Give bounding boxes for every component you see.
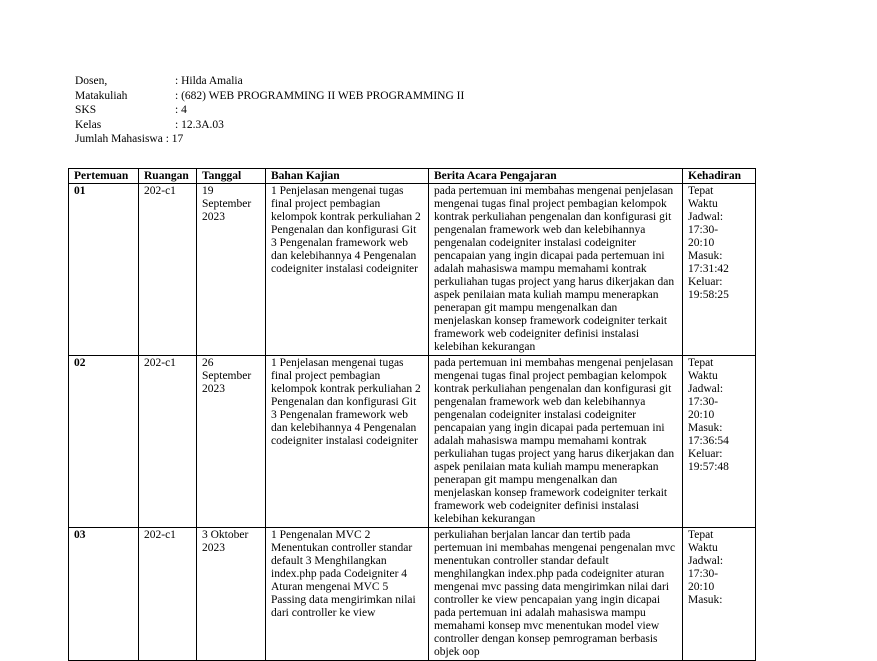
course-info bbox=[75, 74, 464, 147]
cell-pertemuan: 01 bbox=[69, 184, 139, 356]
jumlah-value: : 17 bbox=[165, 133, 184, 146]
cell-bahan-kajian: 1 Penjelasan mengenai tugas final project pembagian kelompok kontrak perkuliahan 2 Pengenalan dan konfigurasi Git 3 Pengenalan framework web dan kelebihannya 4 Pengenalan codeigniter instalasi codeigniter bbox=[266, 184, 429, 356]
cell-ruangan: 202-c1 bbox=[139, 356, 197, 528]
header-kehadiran: Kehadiran bbox=[683, 169, 756, 184]
header-berita-acara: Berita Acara Pengajaran bbox=[429, 169, 683, 184]
matakuliah-value: : (682) WEB PROGRAMMING II WEB PROGRAMMING II bbox=[175, 89, 465, 102]
kehadiran-line: 17:36:54 bbox=[688, 435, 729, 447]
cell-bahan-kajian: 1 Pengenalan MVC 2 Menentukan controller standar default 3 Menghilangkan index.php pada Codeigniter 4 Aturan mengenai MVC 5 Passing data mengirimkan nilai dari controller ke view bbox=[266, 528, 429, 661]
kehadiran-line: 17:30- bbox=[688, 224, 719, 236]
jumlah-label: Jumlah Mahasiswa bbox=[75, 133, 163, 146]
kehadiran-line: Waktu bbox=[688, 542, 718, 554]
table-row bbox=[69, 528, 756, 661]
cell-bahan-kajian: 1 Penjelasan mengenai tugas final project pembagian kelompok kontrak perkuliahan 2 Pengenalan dan konfigurasi Git 3 Pengenalan framework web dan kelebihannya 4 Pengenalan codeigniter instalasi codeigniter bbox=[266, 356, 429, 528]
dosen-label: Dosen, bbox=[75, 75, 108, 87]
kehadiran-line: 19:57:48 bbox=[688, 461, 729, 473]
table-header-row bbox=[69, 169, 756, 184]
kehadiran-line: 20:10 bbox=[688, 237, 715, 249]
kehadiran-line: 17:30- bbox=[688, 396, 719, 408]
header-bahan-kajian: Bahan Kajian bbox=[266, 169, 429, 184]
attendance-table bbox=[68, 168, 756, 661]
kehadiran-line: Jadwal: bbox=[688, 383, 724, 395]
sks-label: SKS bbox=[75, 104, 97, 117]
info-row-jumlah bbox=[75, 132, 464, 147]
cell-tanggal: 19 September 2023 bbox=[197, 184, 266, 356]
sks-value: : 4 bbox=[175, 104, 187, 117]
header-tanggal: Tanggal bbox=[197, 169, 266, 184]
cell-tanggal: 26 September 2023 bbox=[197, 356, 266, 528]
kehadiran-line: Jadwal: bbox=[688, 211, 724, 223]
kehadiran-line: 17:30- bbox=[688, 568, 719, 580]
cell-berita-acara: pada pertemuan ini membahas mengenai penjelasan mengenai tugas final project pembagian kelompok kontrak perkuliahan pengenalan dan konfigurasi git pengenalan framework web dan kelebihannya pengenalan codeigniter instalasi codeigniter pencapaian yang ingin dicapai pada pertemuan ini adalah mahasiswa mampu memahami kontrak perkuliahan tugas project yang harus dikerjakan dan aspek penilaian mata kuliah mampu menerapkan penerapan git mampu mengenalkan dan menjelaskan konsep framework codeigniter terkait framework web codeigniter definisi instalasi kelebihan kekurangan bbox=[429, 184, 683, 356]
header-ruangan: Ruangan bbox=[139, 169, 197, 184]
kehadiran-line: 19:58:25 bbox=[688, 289, 729, 301]
kehadiran-line: Tepat bbox=[688, 529, 714, 541]
matakuliah-label: Matakuliah bbox=[75, 89, 128, 102]
cell-berita-acara: perkuliahan berjalan lancar dan tertib pada pertemuan ini membahas mengenai pengenalan mvc menentukan controller standar default menghilangkan index.php pada codeigniter aturan mengenai mvc passing data mengirimkan nilai dari controller ke view pencapaian yang ingin dicapai pada pertemuan ini adalah mahasiswa mampu memahami konsep mvc menentukan model view controller dengan konsep pemrograman berbasis objek oop bbox=[429, 528, 683, 661]
kehadiran-line: Tepat bbox=[688, 185, 714, 197]
cell-ruangan: 202-c1 bbox=[139, 184, 197, 356]
kehadiran-line: 20:10 bbox=[688, 409, 715, 421]
kehadiran-line: Masuk: bbox=[688, 250, 723, 262]
kehadiran-line: 20:10 bbox=[688, 581, 715, 593]
info-row-dosen bbox=[75, 74, 464, 89]
kelas-value: : 12.3A.03 bbox=[175, 118, 224, 131]
kehadiran-line: Masuk: bbox=[688, 422, 723, 434]
cell-pertemuan: 02 bbox=[69, 356, 139, 528]
info-row-matakuliah bbox=[75, 89, 464, 104]
kehadiran-line: Keluar: bbox=[688, 276, 723, 288]
cell-tanggal: 3 Oktober 2023 bbox=[197, 528, 266, 661]
table-row bbox=[69, 184, 756, 356]
kelas-label: Kelas bbox=[75, 118, 102, 131]
cell-ruangan: 202-c1 bbox=[139, 528, 197, 661]
kehadiran-line: 17:31:42 bbox=[688, 263, 729, 275]
kehadiran-line: Jadwal: bbox=[688, 555, 724, 567]
header-pertemuan: Pertemuan bbox=[69, 169, 139, 184]
table-row bbox=[69, 356, 756, 528]
dosen-value: : Hilda Amalia bbox=[175, 75, 243, 87]
kehadiran-line: Keluar: bbox=[688, 448, 723, 460]
kehadiran-line: Tepat bbox=[688, 357, 714, 369]
info-row-sks bbox=[75, 103, 464, 118]
info-row-kelas bbox=[75, 118, 464, 133]
cell-pertemuan: 03 bbox=[69, 528, 139, 661]
kehadiran-line: Waktu bbox=[688, 370, 718, 382]
cell-kehadiran bbox=[683, 528, 756, 661]
kehadiran-line: Waktu bbox=[688, 198, 718, 210]
cell-berita-acara: pada pertemuan ini membahas mengenai penjelasan mengenai tugas final project pembagian kelompok kontrak perkuliahan pengenalan dan konfigurasi git pengenalan framework web dan kelebihannya pengenalan codeigniter instalasi codeigniter pencapaian yang ingin dicapai pada pertemuan ini adalah mahasiswa mampu memahami kontrak perkuliahan tugas project yang harus dikerjakan dan aspek penilaian mata kuliah mampu menerapkan penerapan git mampu mengenalkan dan menjelaskan konsep framework codeigniter terkait framework web codeigniter definisi instalasi kelebihan kekurangan bbox=[429, 356, 683, 528]
cell-kehadiran bbox=[683, 356, 756, 528]
kehadiran-line: Masuk: bbox=[688, 594, 723, 606]
cell-kehadiran bbox=[683, 184, 756, 356]
